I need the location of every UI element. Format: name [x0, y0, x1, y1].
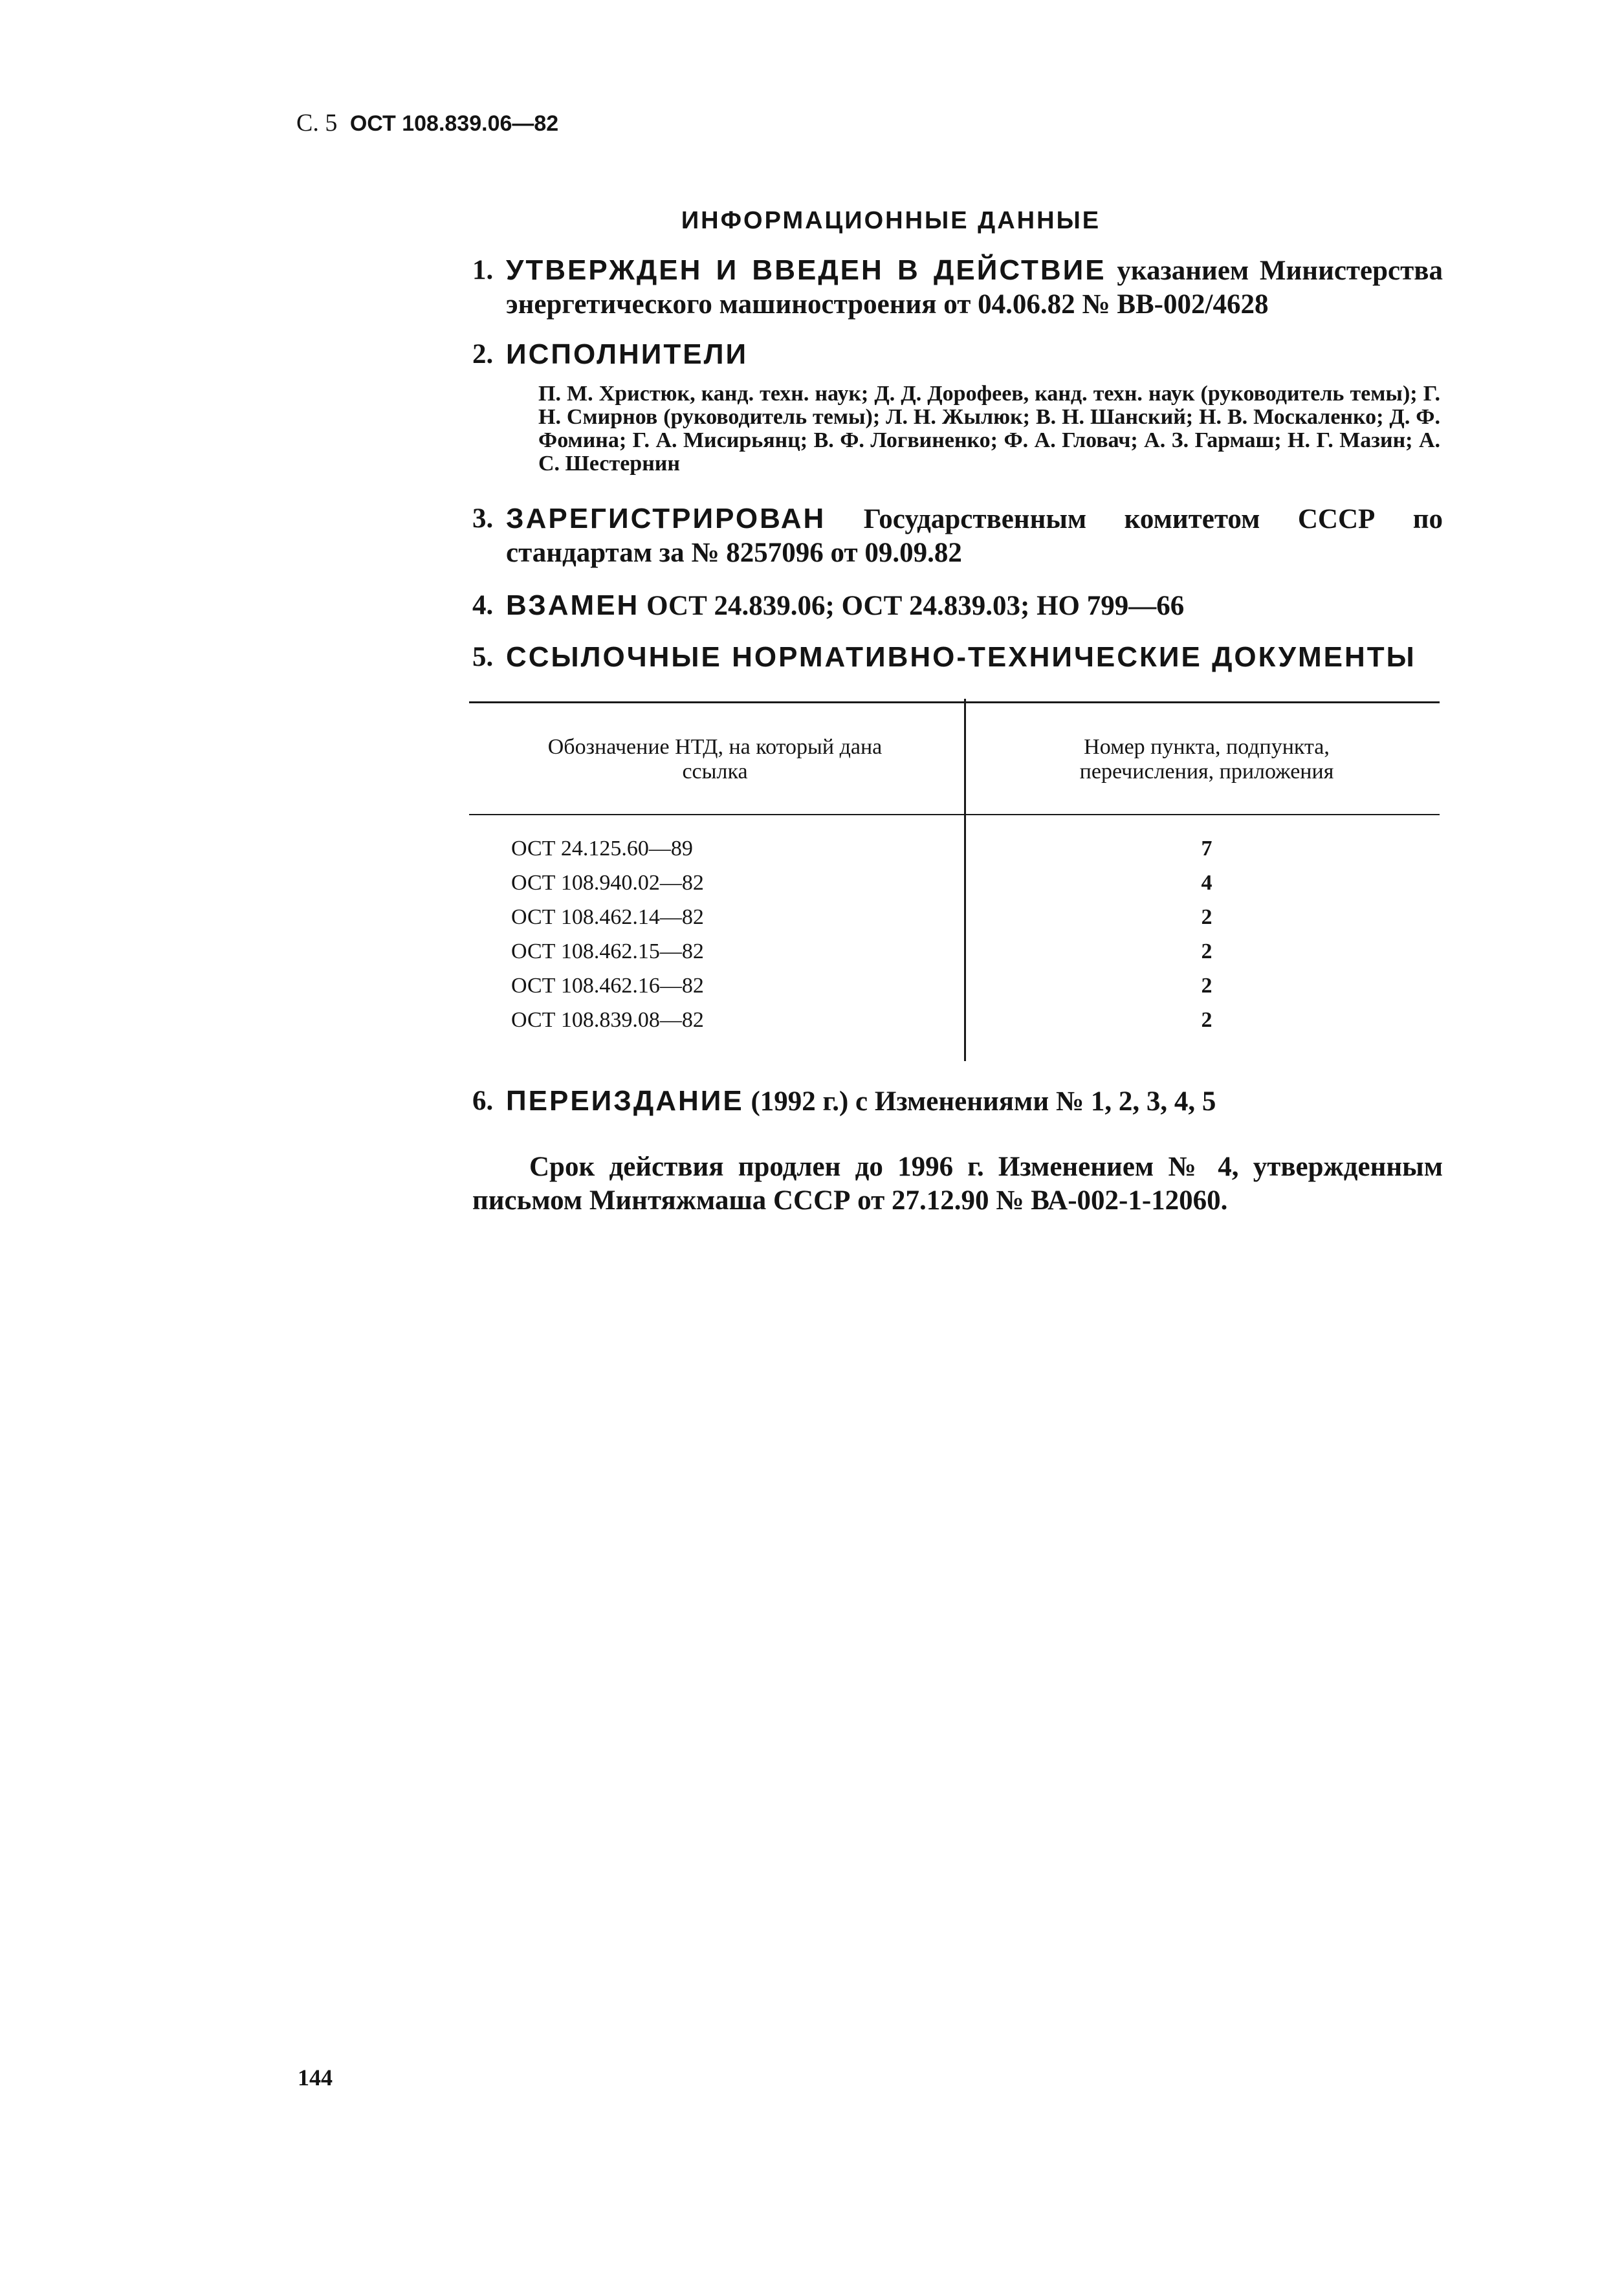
- table-row: ОСТ 24.125.60—89: [511, 837, 693, 861]
- item-text: ОСТ 24.839.06; ОСТ 24.839.03; НО 799—66: [639, 591, 1185, 621]
- table-header-clause: Номер пункта, подпункта, перечисления, приложения: [1079, 735, 1334, 784]
- item-text: указанием Министерства энергетического машиностроения от 04.06.82 № ВВ-002/4628: [506, 256, 1443, 320]
- table-row-ref: 2: [1201, 939, 1213, 963]
- table-row-ref: 2: [1201, 905, 1213, 929]
- page-number: 144: [298, 2065, 333, 2090]
- item-number: 3.: [472, 503, 494, 534]
- table-row: ОСТ 108.462.15—82: [511, 939, 704, 963]
- item-lead: ВЗАМЕН: [506, 589, 640, 621]
- table-top-rule: [469, 701, 1440, 703]
- item-executors: [472, 338, 1443, 372]
- item-approved: [472, 254, 1443, 322]
- item-number: 2.: [472, 339, 494, 369]
- table-column-divider: [964, 699, 966, 1061]
- item-registered: [472, 502, 1443, 570]
- item-lead: ЗАРЕГИСТРИРОВАН: [506, 503, 826, 534]
- table-row-ref: 7: [1201, 837, 1213, 861]
- table-row: ОСТ 108.462.14—82: [511, 905, 704, 929]
- item-lead: ССЫЛОЧНЫЕ НОРМАТИВНО-ТЕХНИЧЕСКИЕ ДОКУМЕНТЫ: [506, 641, 1416, 673]
- item-text: Государственным комитетом СССР по стандартам за № 8257096 от 09.09.82: [506, 504, 1443, 568]
- item-lead: ИСПОЛНИТЕЛИ: [506, 338, 749, 370]
- table-row-ref: 2: [1201, 974, 1213, 998]
- table-row-ref: 2: [1201, 1008, 1213, 1032]
- table-row: ОСТ 108.940.02—82: [511, 871, 704, 895]
- validity-extension-note: Срок действия продлен до 1996 г. Изменением № 4, утвержденным письмом Минтяжмаша СССР от 27.12.90 № ВА-002-1-12060.: [472, 1152, 1443, 1216]
- table-row: ОСТ 108.462.16—82: [511, 974, 704, 998]
- item-number: 4.: [472, 590, 494, 620]
- item-number: 1.: [472, 255, 494, 285]
- executors-list: П. М. Христюк, канд. техн. наук; Д. Д. Дорофеев, канд. техн. наук (руководитель темы); Г. Н. Смирнов (руководитель темы); Л. Н. Жылюк; В. Н. Шанский; Н. В. Москаленко; Д. Ф. Фомина; Г. А. Мисирьянц; В. Ф. Логвиненко; Ф. А. Гловач; А. З. Гармаш; Н. Г. Мазин; А. С. Шестернин: [538, 382, 1440, 476]
- section-title-text: ИНФОРМАЦИОННЫЕ ДАННЫЕ: [681, 207, 1101, 234]
- item-references: [472, 641, 1443, 675]
- item-number: 6.: [472, 1086, 494, 1116]
- page-prefix: С. 5: [296, 109, 338, 137]
- item-number: 5.: [472, 642, 494, 672]
- item-reissue: [472, 1084, 1443, 1119]
- item-lead: ПЕРЕИЗДАНИЕ: [506, 1085, 744, 1117]
- document-code: ОСТ 108.839.06—82: [349, 111, 559, 136]
- page-header: [296, 109, 558, 137]
- table-header-rule: [469, 814, 1440, 815]
- item-text: (1992 г.) с Изменениями № 1, 2, 3, 4, 5: [743, 1086, 1216, 1117]
- section-title: [0, 207, 1624, 235]
- table-row-ref: 4: [1201, 871, 1213, 895]
- table-row: ОСТ 108.839.08—82: [511, 1008, 704, 1032]
- item-lead: УТВЕРЖДЕН И ВВЕДЕН В ДЕЙСТВИЕ: [506, 254, 1106, 286]
- table-header-designation: Обозначение НТД, на который дана ссылка: [547, 735, 883, 784]
- item-replaces: [472, 589, 1443, 623]
